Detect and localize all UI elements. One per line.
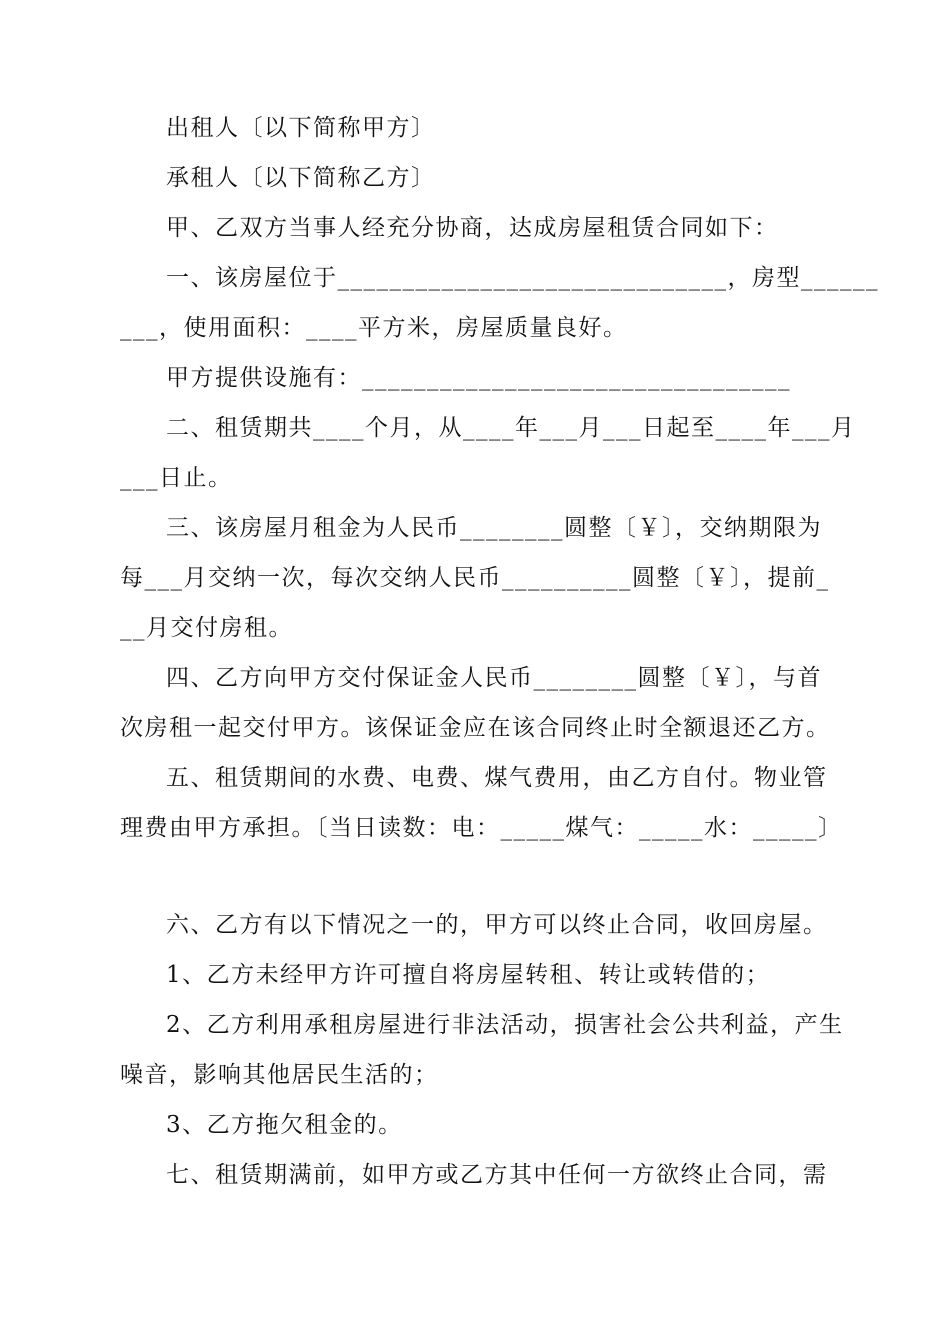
text-line: ___，使用面积：____平方米，房屋质量良好。 xyxy=(120,315,628,341)
text-line: 出租人〔以下简称甲方〕 xyxy=(166,115,436,141)
text-line: ___日止。 xyxy=(120,465,233,491)
text-line: __月交付房租。 xyxy=(120,615,293,641)
text-line: 四、乙方向甲方交付保证金人民币________圆整〔￥〕，与首 xyxy=(166,665,822,691)
text-line: 一、该房屋位于______________________________，房型______ xyxy=(166,265,879,291)
text-line: 理费由甲方承担。〔当日读数：电：_____煤气：_____水：_____〕 xyxy=(120,815,843,841)
text-line: 3、乙方拖欠租金的。 xyxy=(166,1112,403,1138)
text-line: 承租人〔以下简称乙方〕 xyxy=(166,165,436,191)
text-line: 噪音，影响其他居民生活的； xyxy=(120,1062,439,1088)
text-line: 次房租一起交付甲方。该保证金应在该合同终止时全额退还乙方。 xyxy=(120,715,831,741)
text-line: 六、乙方有以下情况之一的，甲方可以终止合同，收回房屋。 xyxy=(166,912,828,938)
text-line: 甲方提供设施有：_________________________________ xyxy=(166,365,791,391)
text-line: 三、该房屋月租金为人民币________圆整〔￥〕，交纳期限为 xyxy=(166,515,822,541)
text-line: 五、租赁期间的水费、电费、煤气费用，由乙方自付。物业管 xyxy=(166,765,828,791)
text-line: 七、租赁期满前，如甲方或乙方其中任何一方欲终止合同，需 xyxy=(166,1162,828,1188)
text-line: 二、租赁期共____个月，从____年___月___日起至____年___月 xyxy=(166,415,856,441)
text-line: 甲、乙双方当事人经充分协商，达成房屋租赁合同如下： xyxy=(166,215,779,241)
text-line: 每___月交纳一次，每次交纳人民币__________圆整〔￥〕，提前_ xyxy=(120,565,830,591)
text-line: 2、乙方利用承租房屋进行非法活动，损害社会公共利益，产生 xyxy=(166,1012,844,1038)
text-line: 1、乙方未经甲方许可擅自将房屋转租、转让或转借的； xyxy=(166,962,771,988)
